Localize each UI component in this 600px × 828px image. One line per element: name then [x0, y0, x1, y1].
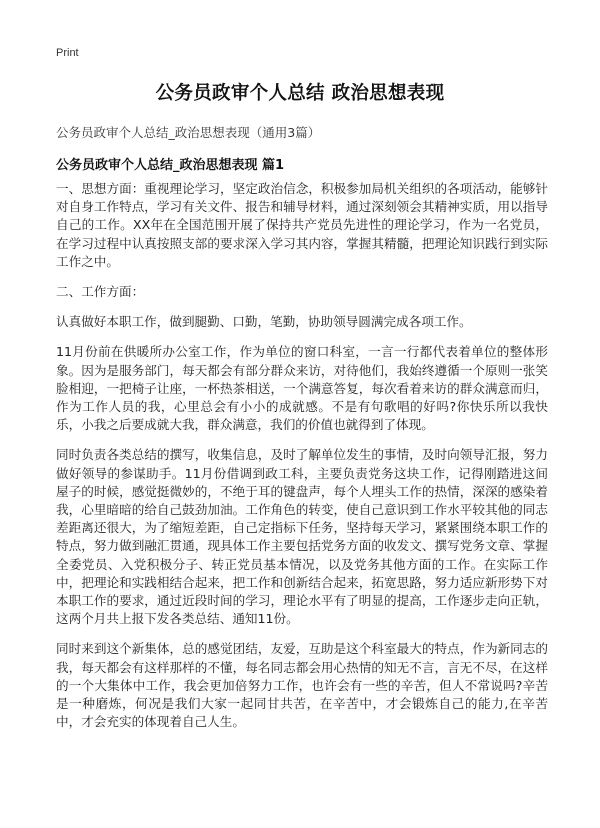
paragraph-november: 11月份前在供暖所办公室工作，作为单位的窗口科室，一言一行都代表着单位的整体形象。因为是服务部门，每天都会有部分群众来访，对待他们，我始终遵循一个原则一张笑脸相迎，一把椅子让座，一杯热茶相送，一个满意答复，每次看着来访的群众满意而归，作为工作人员的我，心里总会有小小的成就感。不是有句歌唱的好吗?你快乐所以我快乐，小我之后要成就大我，群众满意，我们的价值也就得到了体现。 — [56, 344, 548, 433]
page-title: 公务员政审个人总结 政治思想表现 — [155, 83, 445, 104]
paragraph-work-heading: 二、工作方面： — [56, 284, 145, 300]
document-body — [56, 180, 548, 743]
document-subtitle: 公务员政审个人总结_政治思想表现（通用3篇） — [56, 125, 321, 140]
section-heading: 公务员政审个人总结_政治思想表现 篇1 — [56, 158, 285, 173]
paragraph-duties: 认真做好本职工作，做到腿勤、口勤，笔勤，协助领导圆满完成各项工作。 — [56, 314, 472, 330]
paragraph-thought: 一、思想方面：重视理论学习，坚定政治信念，积极参加局机关组织的各项活动，能够针对自身工作特点，学习有关文件、报告和辅导材料，通过深刻领会其精神实质，用以指导自己的工作。XX年在全国范围开展了保持共产党员先进性的理论学习，作为一名党员，在学习过程中认真按照支部的要求深入学习其内容，掌握其精髓，把理论知识践行到实际工作之中。 — [56, 181, 548, 269]
print-link[interactable]: Print — [56, 47, 79, 59]
paragraph-summaries: 同时负责各类总结的撰写，收集信息，及时了解单位发生的事情，及时向领导汇报，努力做好领导的参谋助手。11月份借调到政工科，主要负责党务这块工作，记得刚踏进这间屋子的时候，感觉挺微妙的，不绝于耳的键盘声，每个人埋头工作的热情，深深的感染着我，心里暗暗的给自己鼓劲加油。工作角色的转变，使自己意识到工作水平较其他的同志差距离还很大，为了缩短差距，自己定指标下任务，坚持每天学习，紧紧围绕本职工作的特点，努力做到融汇贯通，现具体工作主要包括党务方面的收发文、撰写党务文章、掌握全委党员、入党积极分子、转正党员基本情况，以及党务其他方面的工作。在实际工作中，把理论和实践相结合起来，把工作和创新结合起来，拓宽思路，努力适应新形势下对本职工作的要求，通过近段时间的学习，理论水平有了明显的提高，工作逐步走向正轨，这两个月共上报下发各类总结、通知11份。 — [56, 447, 548, 627]
paragraph-collective: 同时来到这个新集体，总的感觉团结，友爱，互助是这个科室最大的特点，作为新同志的我，每天都会有这样那样的不懂，每名同志都会用心热情的知无不言，言无不尽，在这样的一个大集体中工作，我会更加倍努力工作，也许会有一些的辛苦，但人不常说吗?辛苦是一种磨炼，何况是我们大家一起同甘共苦，在辛苦中，才会锻炼自己的能力,在辛苦中，才会充实的体现着自己人生。 — [56, 641, 548, 730]
